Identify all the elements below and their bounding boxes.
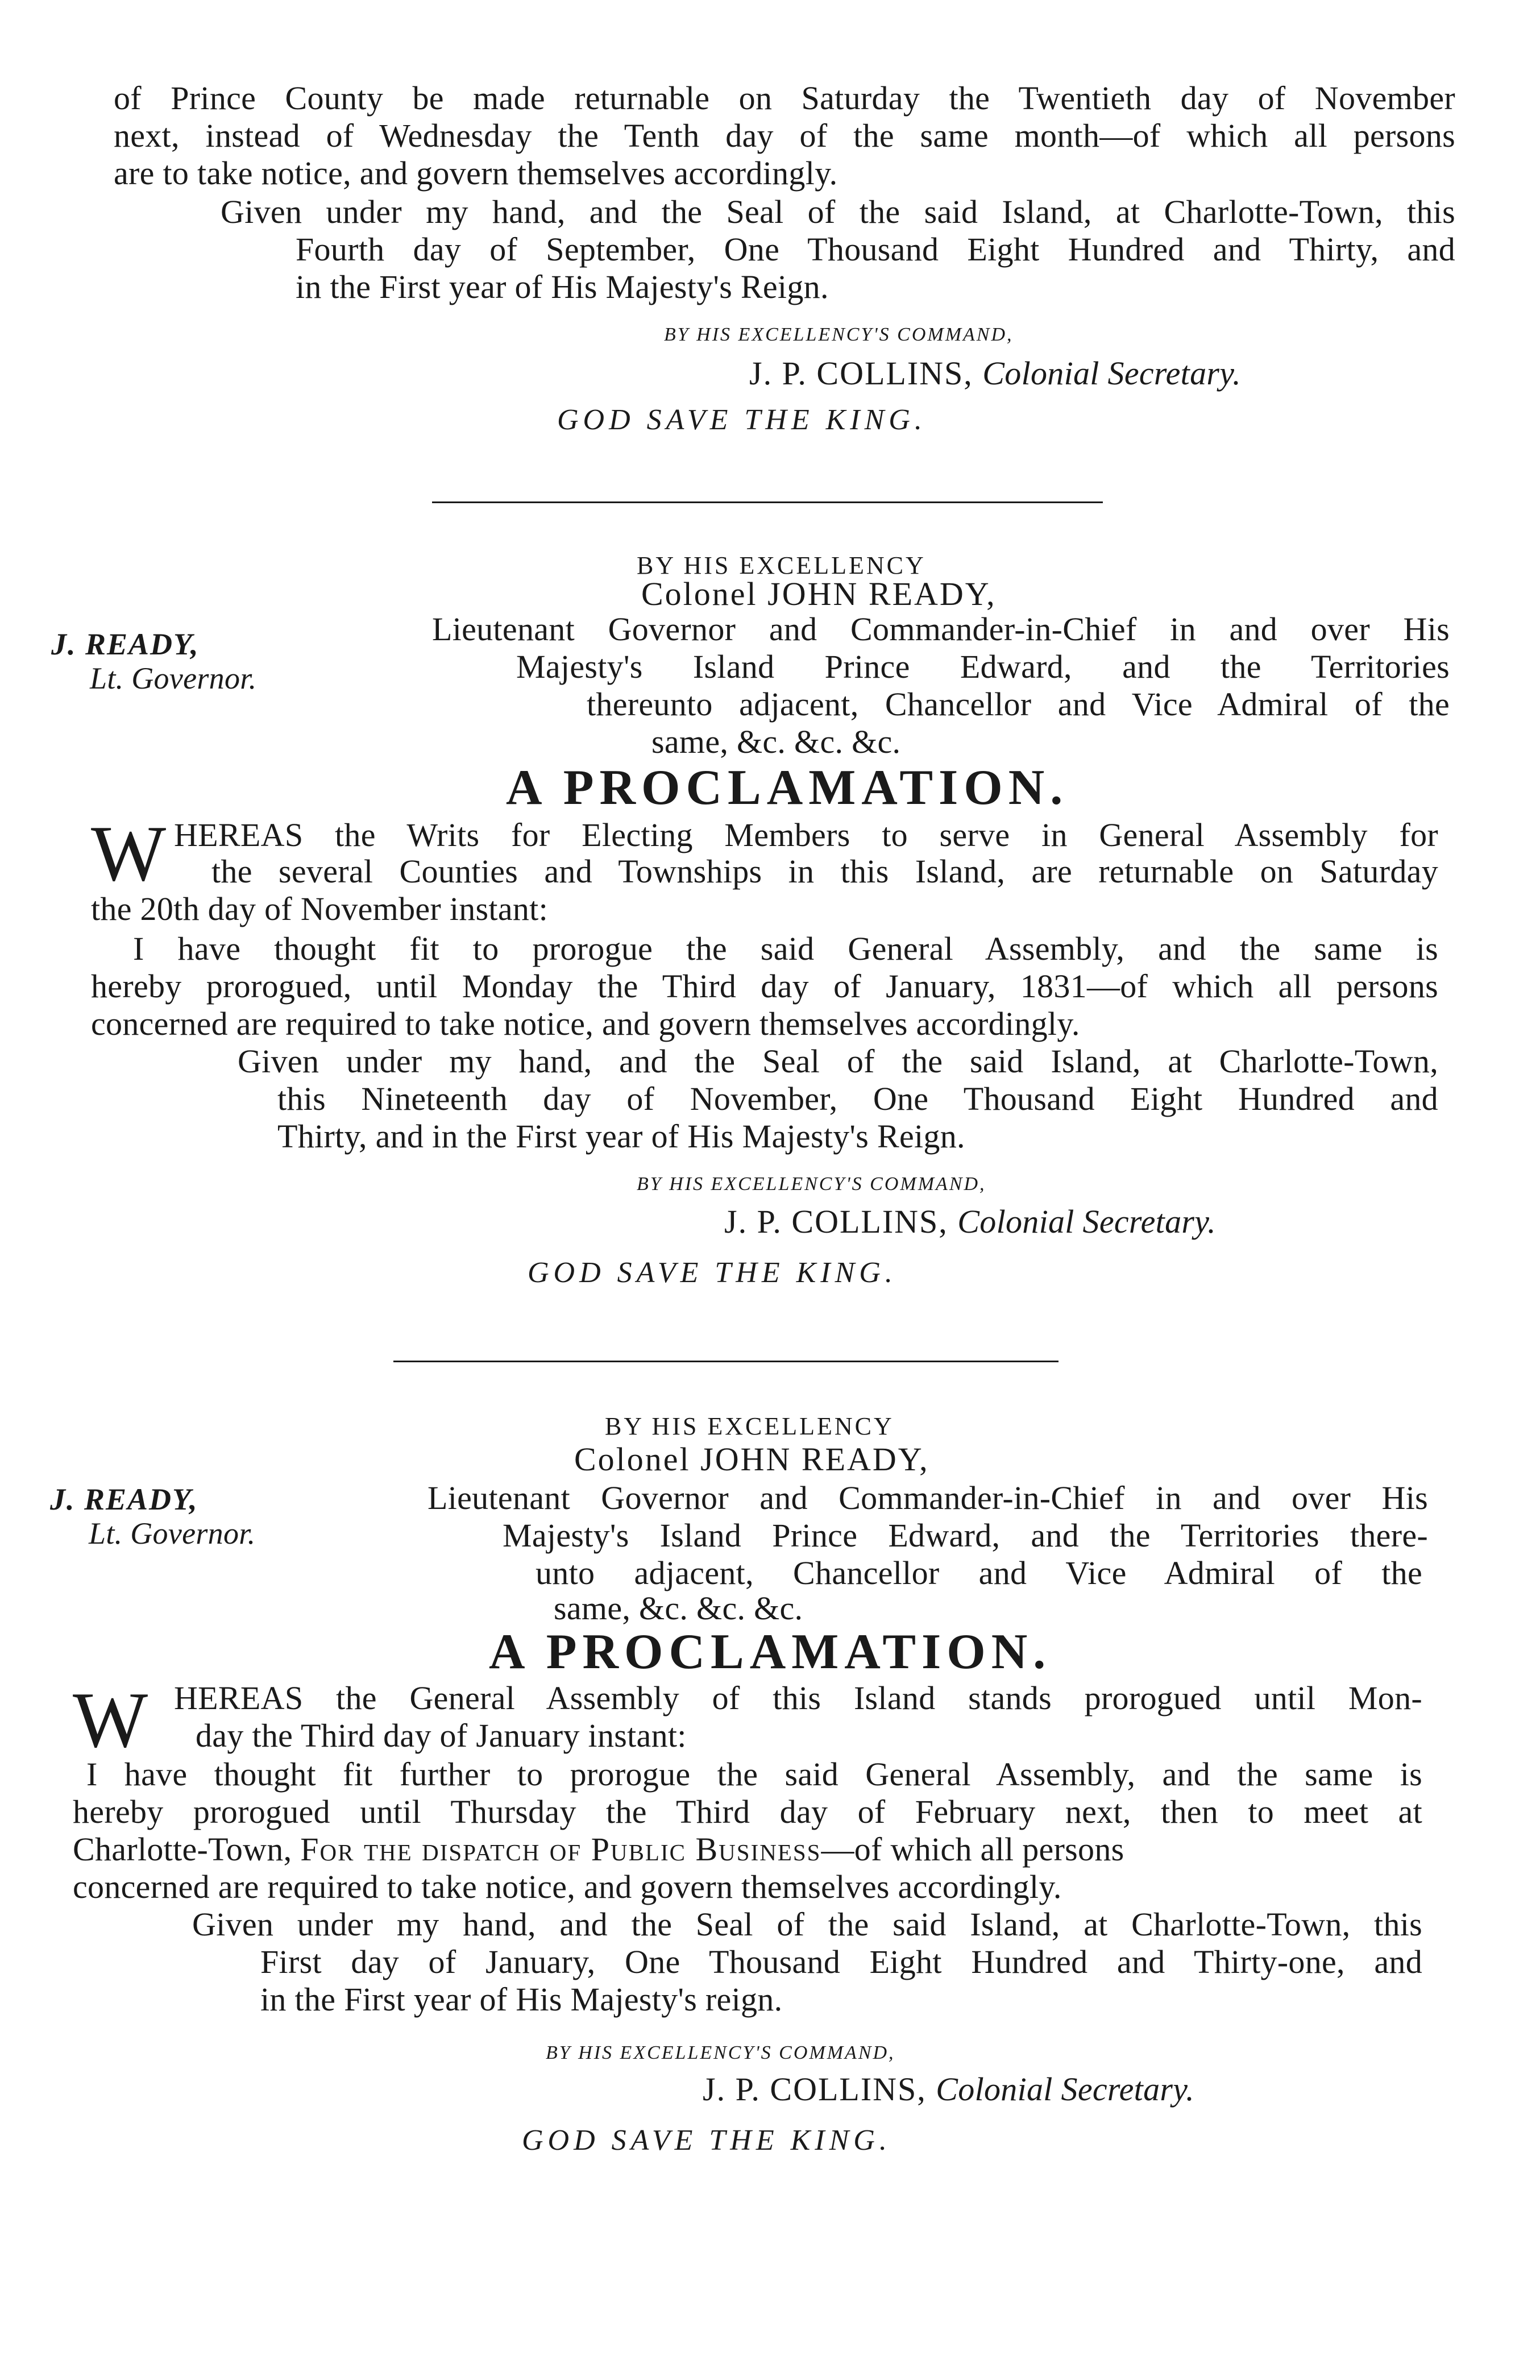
body-line: the several Counties and Townships in this Island, are returnable on Saturday	[211, 853, 1438, 890]
secretary-signature	[703, 2071, 1194, 2108]
side-signature-title: Lt. Governor.	[89, 1516, 256, 1550]
by-his-excellency: BY HIS EXCELLENCY	[637, 552, 926, 579]
governor-title-line: same, &c. &c. &c.	[651, 723, 901, 760]
given-line: Given under my hand, and the Seal of the said Island, at Charlotte-Town, this	[192, 1906, 1422, 1943]
given-line: Given under my hand, and the Seal of the said Island, at Charlotte-Town, this	[221, 193, 1455, 230]
given-line: Fourth day of September, One Thousand Eight Hundred and Thirty, and	[296, 231, 1455, 268]
body-line: concerned are required to take notice, and govern themselves accordingly.	[73, 1868, 1062, 1905]
side-signature-title: Lt. Governor.	[90, 661, 257, 695]
small-caps-phrase: For the dispatch of Public Business	[300, 1831, 821, 1868]
body-line: of Prince County be made returnable on Saturday the Twentieth day of November	[114, 80, 1455, 117]
god-save-the-king: GOD SAVE THE KING.	[522, 2124, 891, 2157]
by-his-excellency: BY HIS EXCELLENCY	[605, 1412, 894, 1440]
body-line: concerned are required to take notice, and govern themselves accordingly.	[91, 1005, 1080, 1042]
governor-title-line: same, &c. &c. &c.	[554, 1590, 803, 1627]
secretary-name: J. P. COLLINS,	[703, 2071, 927, 2108]
drop-cap: W	[91, 810, 167, 898]
governor-title-line: unto adjacent, Chancellor and Vice Admiral of the	[536, 1554, 1422, 1591]
secretary-title: Colonial Secretary.	[936, 2071, 1194, 2108]
side-signature-name: J. READY,	[51, 627, 200, 661]
secretary-name: J. P. COLLINS,	[724, 1203, 948, 1240]
drop-cap: W	[73, 1676, 148, 1764]
given-line: Thirty, and in the First year of His Majesty's Reign.	[277, 1118, 965, 1155]
secretary-title: Colonial Secretary.	[982, 355, 1241, 392]
governor-title-line: Lieutenant Governor and Commander-in-Chief in and over His	[427, 1479, 1428, 1516]
body-line: Charlotte-Town, For the dispatch of Public Business—of which all persons	[73, 1831, 1124, 1868]
secretary-signature	[749, 355, 1241, 392]
command-line: BY HIS EXCELLENCY'S COMMAND,	[664, 324, 1014, 345]
proclamation-heading: A PROCLAMATION.	[506, 760, 1069, 815]
section-divider	[432, 501, 1103, 503]
body-line: I have thought fit further to prorogue the said General Assembly, and the same is	[86, 1756, 1422, 1793]
given-line: this Nineteenth day of November, One Thousand Eight Hundred and	[277, 1080, 1438, 1117]
command-line: BY HIS EXCELLENCY'S COMMAND,	[546, 2042, 895, 2063]
body-line: HEREAS the General Assembly of this Island stands prorogued until Mon-	[174, 1680, 1422, 1716]
body-line: HEREAS the Writs for Electing Members to serve in General Assembly for	[174, 816, 1438, 853]
given-line: Given under my hand, and the Seal of the said Island, at Charlotte-Town,	[238, 1043, 1438, 1080]
body-line: hereby prorogued until Thursday the Third day of February next, then to meet at	[73, 1793, 1422, 1830]
governor-title-line: Majesty's Island Prince Edward, and the Territories	[516, 648, 1450, 685]
proclamation-heading: A PROCLAMATION.	[489, 1624, 1052, 1680]
secretary-title: Colonial Secretary.	[957, 1203, 1216, 1240]
governor-title-line: Majesty's Island Prince Edward, and the Territories there-	[503, 1517, 1428, 1554]
body-line: I have thought fit to prorogue the said General Assembly, and the same is	[133, 930, 1438, 967]
command-line: BY HIS EXCELLENCY'S COMMAND,	[637, 1174, 986, 1195]
colonel-heading: Colonel JOHN READY,	[574, 1441, 929, 1478]
governor-title-line: thereunto adjacent, Chancellor and Vice Admiral of the	[587, 686, 1450, 723]
given-line: in the First year of His Majesty's Reign.	[296, 268, 829, 305]
body-line: are to take notice, and govern themselves accordingly.	[114, 155, 838, 192]
body-line: the 20th day of November instant:	[91, 890, 549, 927]
section-divider	[393, 1361, 1059, 1362]
god-save-the-king: GOD SAVE THE KING.	[528, 1257, 897, 1289]
secretary-signature	[724, 1203, 1216, 1241]
side-signature-name: J. READY,	[50, 1482, 198, 1516]
secretary-name: J. P. COLLINS,	[749, 355, 973, 392]
given-line: in the First year of His Majesty's reign.	[260, 1981, 783, 2018]
body-line: hereby prorogued, until Monday the Third day of January, 1831—of which all persons	[91, 968, 1438, 1005]
governor-title-line: Lieutenant Governor and Commander-in-Chief in and over His	[432, 611, 1450, 648]
given-line: First day of January, One Thousand Eight Hundred and Thirty-one, and	[260, 1943, 1422, 1980]
colonel-heading: Colonel JOHN READY,	[641, 575, 997, 612]
body-line: day the Third day of January instant:	[196, 1717, 687, 1754]
body-line: next, instead of Wednesday the Tenth day of the same month—of which all persons	[114, 117, 1455, 154]
god-save-the-king: GOD SAVE THE KING.	[557, 404, 927, 436]
